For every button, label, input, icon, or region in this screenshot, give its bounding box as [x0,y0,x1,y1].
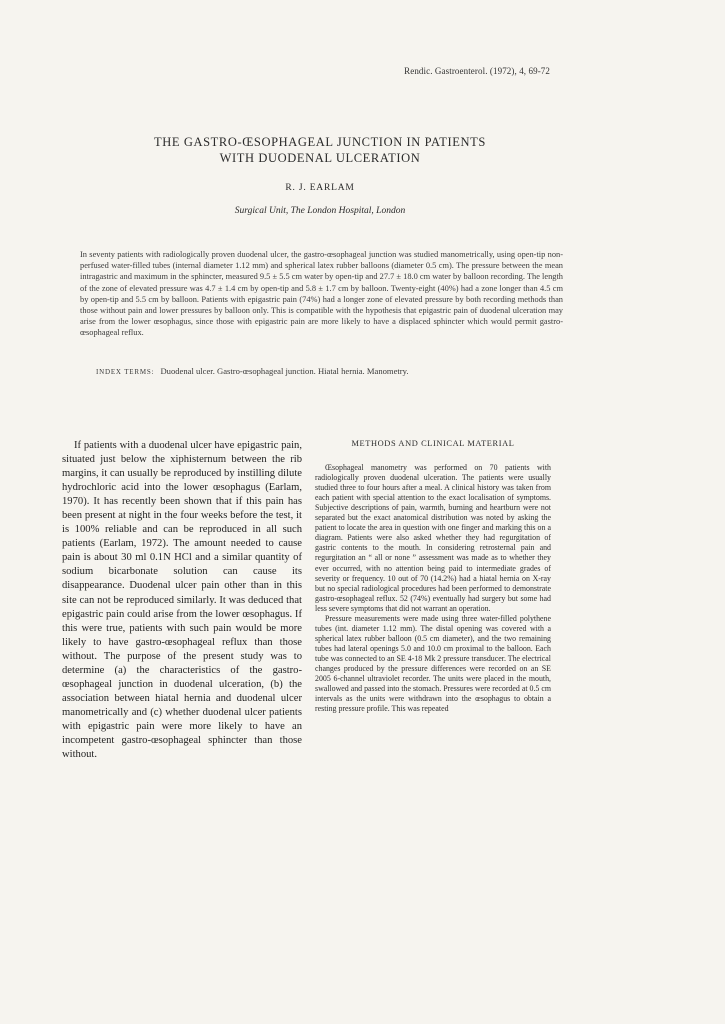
index-terms [96,366,576,376]
author-affiliation: Surgical Unit, The London Hospital, London [234,206,406,216]
section-heading: METHODS AND CLINICAL MATERIAL [351,439,515,448]
journal-citation: Rendic. Gastroenterol. (1972), 4, 69-72 [404,66,550,76]
index-terms-list: Duodenal ulcer. Gastro-œsophageal junction. Hiatal hernia. Manometry. [160,366,409,376]
methods-paragraph-1: Œsophageal manometry was performed on 70 patients with radiologically proven duodenal ulceration. The patients were usually studied three to four hours after a meal. A clinical history was taken from each patient with special attention to the exact localisation of symptoms. Subjective descriptions of pain, warmth, burning and heartburn were not separated but the exact anatomical distribution was noted by asking the patient to locate the area in question with one finger and marking this on a diagram. Patients were also asked whether they had regurgitation of gastric contents to the mouth. In considering retrosternal pain and regurgitation an “ all or none ” assessment was made as to whether they ever occurred, with no attention being paid to intermediate grades of severity or frequency. 10 out of 70 (14.2%) had a hiatal hernia on X-ray but no special radiological procedures had been performed to demonstrate gastro-œsophageal reflux. 52 (74%) eventually had surgery but some had less severe symptoms that did not warrant an operation. [315,463,551,613]
introduction-paragraph: If patients with a duodenal ulcer have epigastric pain, situated just below the xiphisternum between the rib margins, it can usually be reproduced by instilling dilute hydrochloric acid into the lower œsophagus (Earlam, 1970). It has recently been shown that if this pain has been present at night in the four weeks before the test, it is 100% reliable and can be reproduced in all such patients (Earlam, 1972). The amount needed to cause pain is about 30 ml 0.1N HCl and a similar quantity of sodium bicarbonate solution can cause its disappearance. Duodenal ulcer pain other than in this site can not be reproduced similarly. It was deduced that epigastric pain could arise from the lower œsophagus. If this were true, patients with such pain would be more likely to have gastro-œsophageal reflux than those without. The purpose of the present study was to determine (a) the characteristics of the gastro-œsophageal junction in duodenal ulceration, (b) the association between hiatal hernia and duodenal ulcer manometrically and (c) whether duodenal ulcer patients with epigastric pain were more likely to have an incompetent gastro-œsophageal sphincter than those without. [62,440,302,761]
body-right-column [315,439,551,714]
author-name: R. J. EARLAM [285,183,355,193]
body-left-column [62,439,302,762]
title-line-1: THE GASTRO-ŒSOPHAGEAL JUNCTION IN PATIENTS [154,135,486,149]
article-title [60,134,580,166]
index-terms-label: INDEX TERMS: [96,368,155,376]
title-line-2: WITH DUODENAL ULCERATION [219,151,421,165]
methods-paragraph-2: Pressure measurements were made using three water-filled polythene tubes (int. diameter 1.12 mm). The distal opening was covered with a spherical latex rubber balloon (0.5 cm diameter), and the two remaining tubes had lateral openings 5.0 and 10.0 cm proximal to the balloon. Each tube was connected to an SE 4-18 Mk 2 pressure transducer. The electrical changes produced by the pressure differences were recorded on an SE 2005 6-channel ultraviolet recorder. The units were placed in the mouth, swallowed and passed into the stomach. Pressures were recorded at 0.5 cm intervals as the units were withdrawn into the œsophagus to obtain a resting pressure profile. This was repeated [315,613,551,714]
abstract: In seventy patients with radiologically proven duodenal ulcer, the gastro-œsophageal junction was studied manometrically, using open-tip non-perfused water-filled tubes (internal diameter 1.12 mm) and spherical latex rubber balloons (diameter 0.5 cm). The pressure between the mean intragastric and maximum in the sphincter, measured 9.5 ± 5.5 cm water by open-tip and 27.7 ± 18.0 cm water by balloon recording. The length of the zone of elevated pressure was 4.7 ± 1.4 cm by open-tip and 5.8 ± 1.7 cm by balloon. Twenty-eight (40%) had a zone longer than 4.5 cm by open-tip and 5.5 cm by balloon. Patients with epigastric pain (74%) had a longer zone of elevated pressure by both recording methods than those without pain and lower pressures by balloon only. This is compatible with the hypothesis that epigastric pain of duodenal ulceration may arise from the lower œsophagus, since those with epigastric pain are more likely to have a displaced sphincter which would permit gastro-œsophageal reflux. [80,250,563,338]
